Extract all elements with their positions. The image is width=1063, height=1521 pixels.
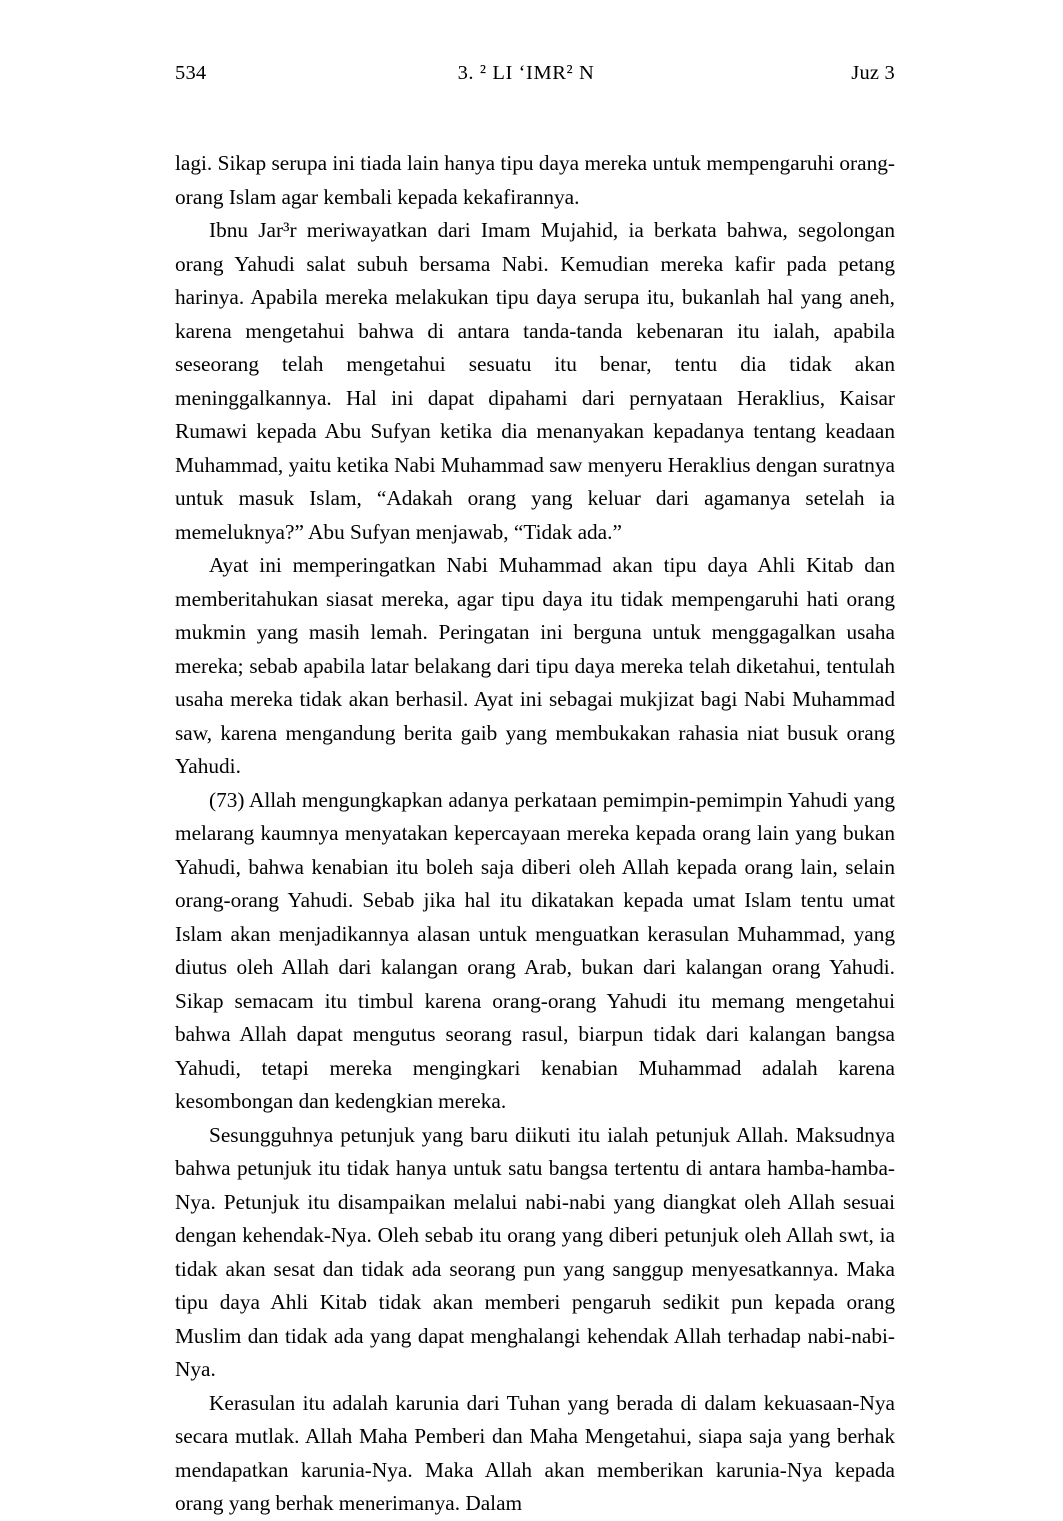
juz-label: Juz 3 [851, 62, 895, 84]
paragraph-5: Sesungguhnya petunjuk yang baru diikuti itu ialah petunjuk Allah. Maksudnya bahwa petunjuk itu tidak hanya untuk satu bangsa tertentu di antara hamba-hamba-Nya. Petunjuk itu disampaikan melalui nabi-nabi yang diangkat oleh Allah sesuai dengan kehendak-Nya. Oleh sebab itu orang yang diberi petunjuk oleh Allah swt, ia tidak akan sesat dan tidak ada seorang pun yang sanggup menyesatkannya. Maka tipu daya Ahli Kitab tidak akan memberi pengaruh sedikit pun kepada orang Muslim dan tidak ada yang dapat menghalangi kehendak Allah terhadap nabi-nabi-Nya. [175, 1122, 895, 1381]
body-text [175, 147, 895, 1521]
surah-title: 3. ² LI ‘IMR² N [457, 62, 595, 84]
paragraph-1: lagi. Sikap serupa ini tiada lain hanya tipu daya mereka untuk mempengaruhi orang-orang Islam agar kembali kepada kekafirannya. [175, 151, 895, 209]
paragraph-4: (73) Allah mengungkapkan adanya perkataan pemimpin-pemimpin Yahudi yang melarang kaumnya menyatakan kepercayaan mereka kepada orang lain yang bukan Yahudi, bahwa kenabian itu boleh saja diberi oleh Allah kepada orang lain, selain orang-orang Yahudi. Sebab jika hal itu dikatakan kepada umat Islam tentu umat Islam akan menjadikannya alasan untuk menguatkan kerasulan Muhammad, yang diutus oleh Allah dari kalangan orang Arab, bukan dari kalangan orang Yahudi. Sikap semacam itu timbul karena orang-orang Yahudi itu memang mengetahui bahwa Allah dapat mengutus seorang rasul, biarpun tidak dari kalangan bangsa Yahudi, tetapi mereka mengingkari kenabian Muhammad adalah karena kesombongan dan kedengkian mereka. [175, 787, 895, 1113]
paragraph-3: Ayat ini memperingatkan Nabi Muhammad akan tipu daya Ahli Kitab dan memberitahukan siasat mereka, agar tipu daya itu tidak mempengaruhi hati orang mukmin yang masih lemah. Peringatan ini berguna untuk menggagalkan usaha mereka; sebab apabila latar belakang dari tipu daya mereka telah diketahui, tentulah usaha mereka tidak akan berhasil. Ayat ini sebagai mukjizat bagi Nabi Muhammad saw, karena mengandung berita gaib yang membukakan rahasia niat busuk orang Yahudi. [175, 553, 895, 778]
page-number: 534 [175, 62, 207, 84]
paragraph-6: Kerasulan itu adalah karunia dari Tuhan yang berada di dalam kekuasaan-Nya secara mutlak. Allah Maha Pemberi dan Maha Mengetahui, siapa saja yang berhak mendapatkan karunia-Nya. Maka Allah akan memberikan karunia-Nya kepada orang yang berhak menerimanya. Dalam [175, 1390, 895, 1515]
paragraph-2: Ibnu Jar³r meriwayatkan dari Imam Mujahid, ia berkata bahwa, segolongan orang Yahudi salat subuh bersama Nabi. Kemudian mereka kafir pada petang harinya. Apabila mereka melakukan tipu daya serupa itu, bukanlah hal yang aneh, karena mengetahui bahwa di antara tanda-tanda kebenaran itu ialah, apabila seseorang telah mengetahui sesuatu itu benar, tentu dia tidak akan meninggalkannya. Hal ini dapat dipahami dari pernyataan Heraklius, Kaisar Rumawi kepada Abu Sufyan ketika dia menanyakan kepadanya tentang keadaan Muhammad, yaitu ketika Nabi Muhammad saw menyeru Heraklius dengan suratnya untuk masuk Islam, “Adakah orang yang keluar dari agamanya setelah ia memeluknya?” Abu Sufyan menjawab, “Tidak ada.” [175, 218, 895, 544]
running-head [175, 62, 895, 85]
